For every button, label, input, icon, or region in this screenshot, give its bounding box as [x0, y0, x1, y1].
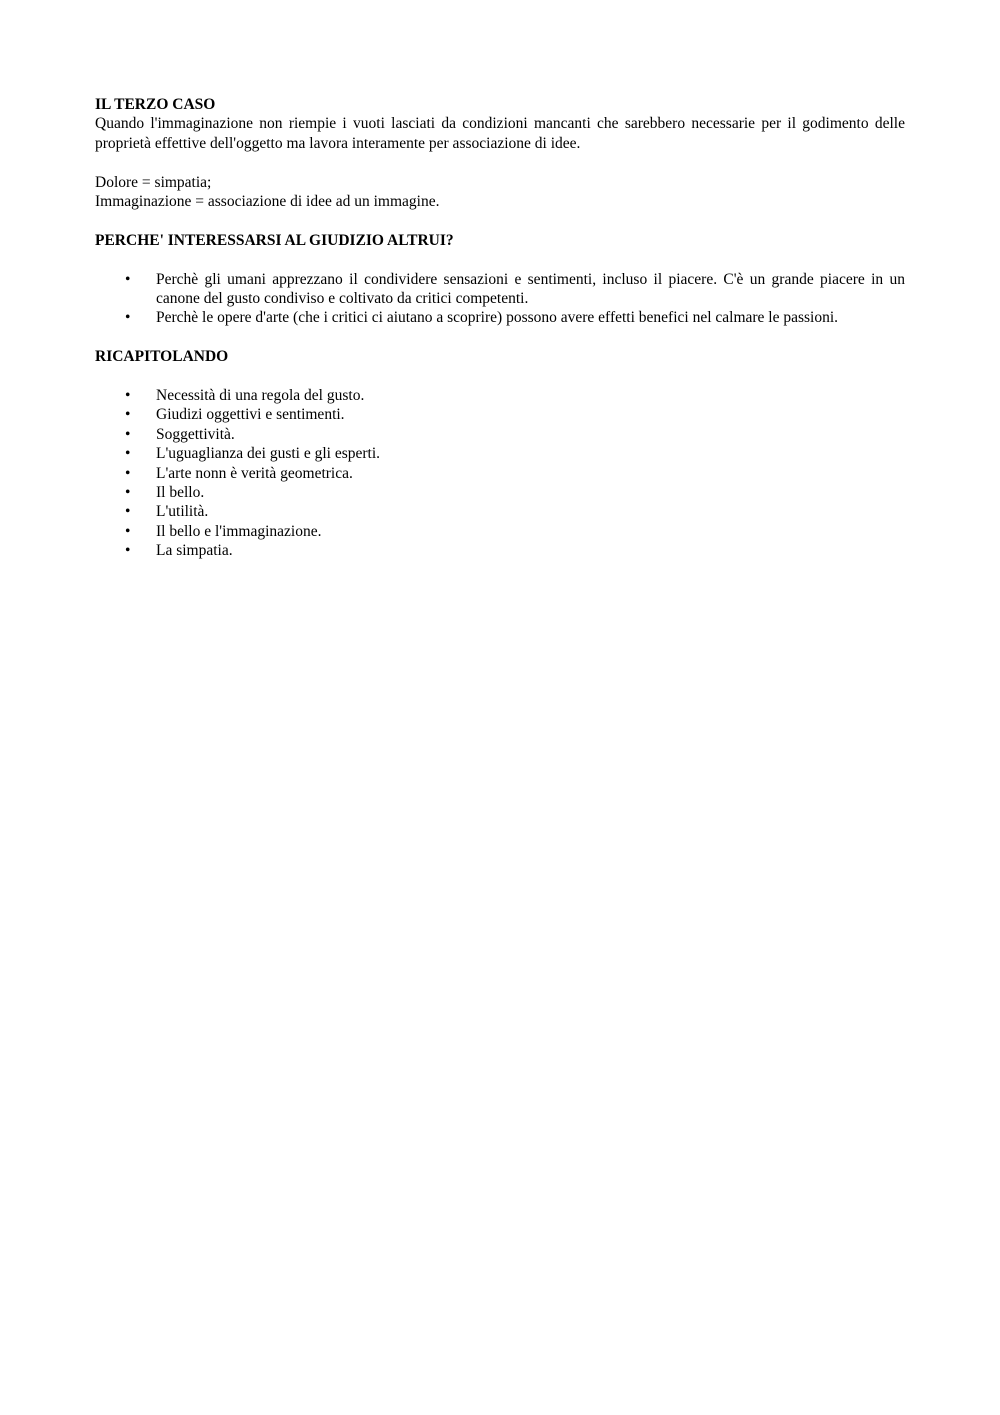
blank-line: [95, 328, 905, 347]
list-item-text: Il bello e l'immaginazione.: [156, 522, 322, 540]
list-item: [95, 541, 905, 560]
bullet-icon: •: [125, 522, 131, 540]
list-item-text: La simpatia.: [156, 542, 233, 560]
bullet-icon: •: [125, 425, 131, 443]
list-item-text: L'utilità.: [156, 503, 209, 521]
list-item-text: Soggettività.: [156, 425, 235, 443]
bullet-icon: •: [125, 445, 131, 463]
document-page: [95, 95, 905, 561]
list-item: [95, 386, 905, 405]
blank-line: [95, 153, 905, 172]
blank-line: [95, 211, 905, 230]
bullet-icon: •: [125, 406, 131, 424]
bullet-icon: •: [125, 542, 131, 560]
list-item-text: Perchè le opere d'arte (che i critici ci aiutano a scoprire) possono avere effetti benefici nel calmare le passioni.: [156, 309, 839, 327]
section-heading-ricapitolando: RICAPITOLANDO: [95, 348, 229, 366]
list-item: [95, 405, 905, 424]
bullet-list-ricapitolando: [95, 386, 905, 561]
text-line-immaginazione: Immaginazione = associazione di idee ad un immagine.: [95, 193, 440, 211]
section-heading-perche: PERCHE' INTERESSARSI AL GIUDIZIO ALTRUI?: [95, 231, 454, 249]
list-item-text: Necessità di una regola del gusto.: [156, 387, 365, 405]
blank-line: [95, 250, 905, 269]
blank-line: [95, 367, 905, 386]
list-item-text: Perchè gli umani apprezzano il condividere sensazioni e sentimenti, incluso il piacere. C'è un grande piacere in un canone del gusto condiviso e coltivato da critici competenti.: [156, 270, 905, 308]
bullet-icon: •: [125, 387, 131, 405]
list-item: [95, 464, 905, 483]
bullet-icon: •: [125, 309, 131, 327]
bullet-list-perche: [95, 270, 905, 328]
list-item: [95, 483, 905, 502]
list-item-text: L'arte nonn è verità geometrica.: [156, 464, 353, 482]
bullet-icon: •: [125, 464, 131, 482]
list-item-text: Il bello.: [156, 484, 205, 502]
bullet-icon: •: [125, 484, 131, 502]
list-item: [95, 444, 905, 463]
paragraph-terzo-caso: Quando l'immaginazione non riempie i vuoti lasciati da condizioni mancanti che sarebbero necessarie per il godimento delle proprietà effettive dell'oggetto ma lavora interamente per associazione di idee.: [95, 115, 905, 152]
section-heading-terzo-caso: IL TERZO CASO: [95, 96, 216, 113]
text-line-dolore: Dolore = simpatia;: [95, 173, 212, 191]
list-item: [95, 425, 905, 444]
bullet-icon: •: [125, 503, 131, 521]
bullet-icon: •: [125, 270, 131, 288]
list-item: [95, 270, 905, 309]
list-item: [95, 502, 905, 521]
list-item: [95, 522, 905, 541]
list-item: [95, 308, 905, 327]
list-item-text: Giudizi oggettivi e sentimenti.: [156, 406, 345, 424]
list-item-text: L'uguaglianza dei gusti e gli esperti.: [156, 445, 381, 463]
